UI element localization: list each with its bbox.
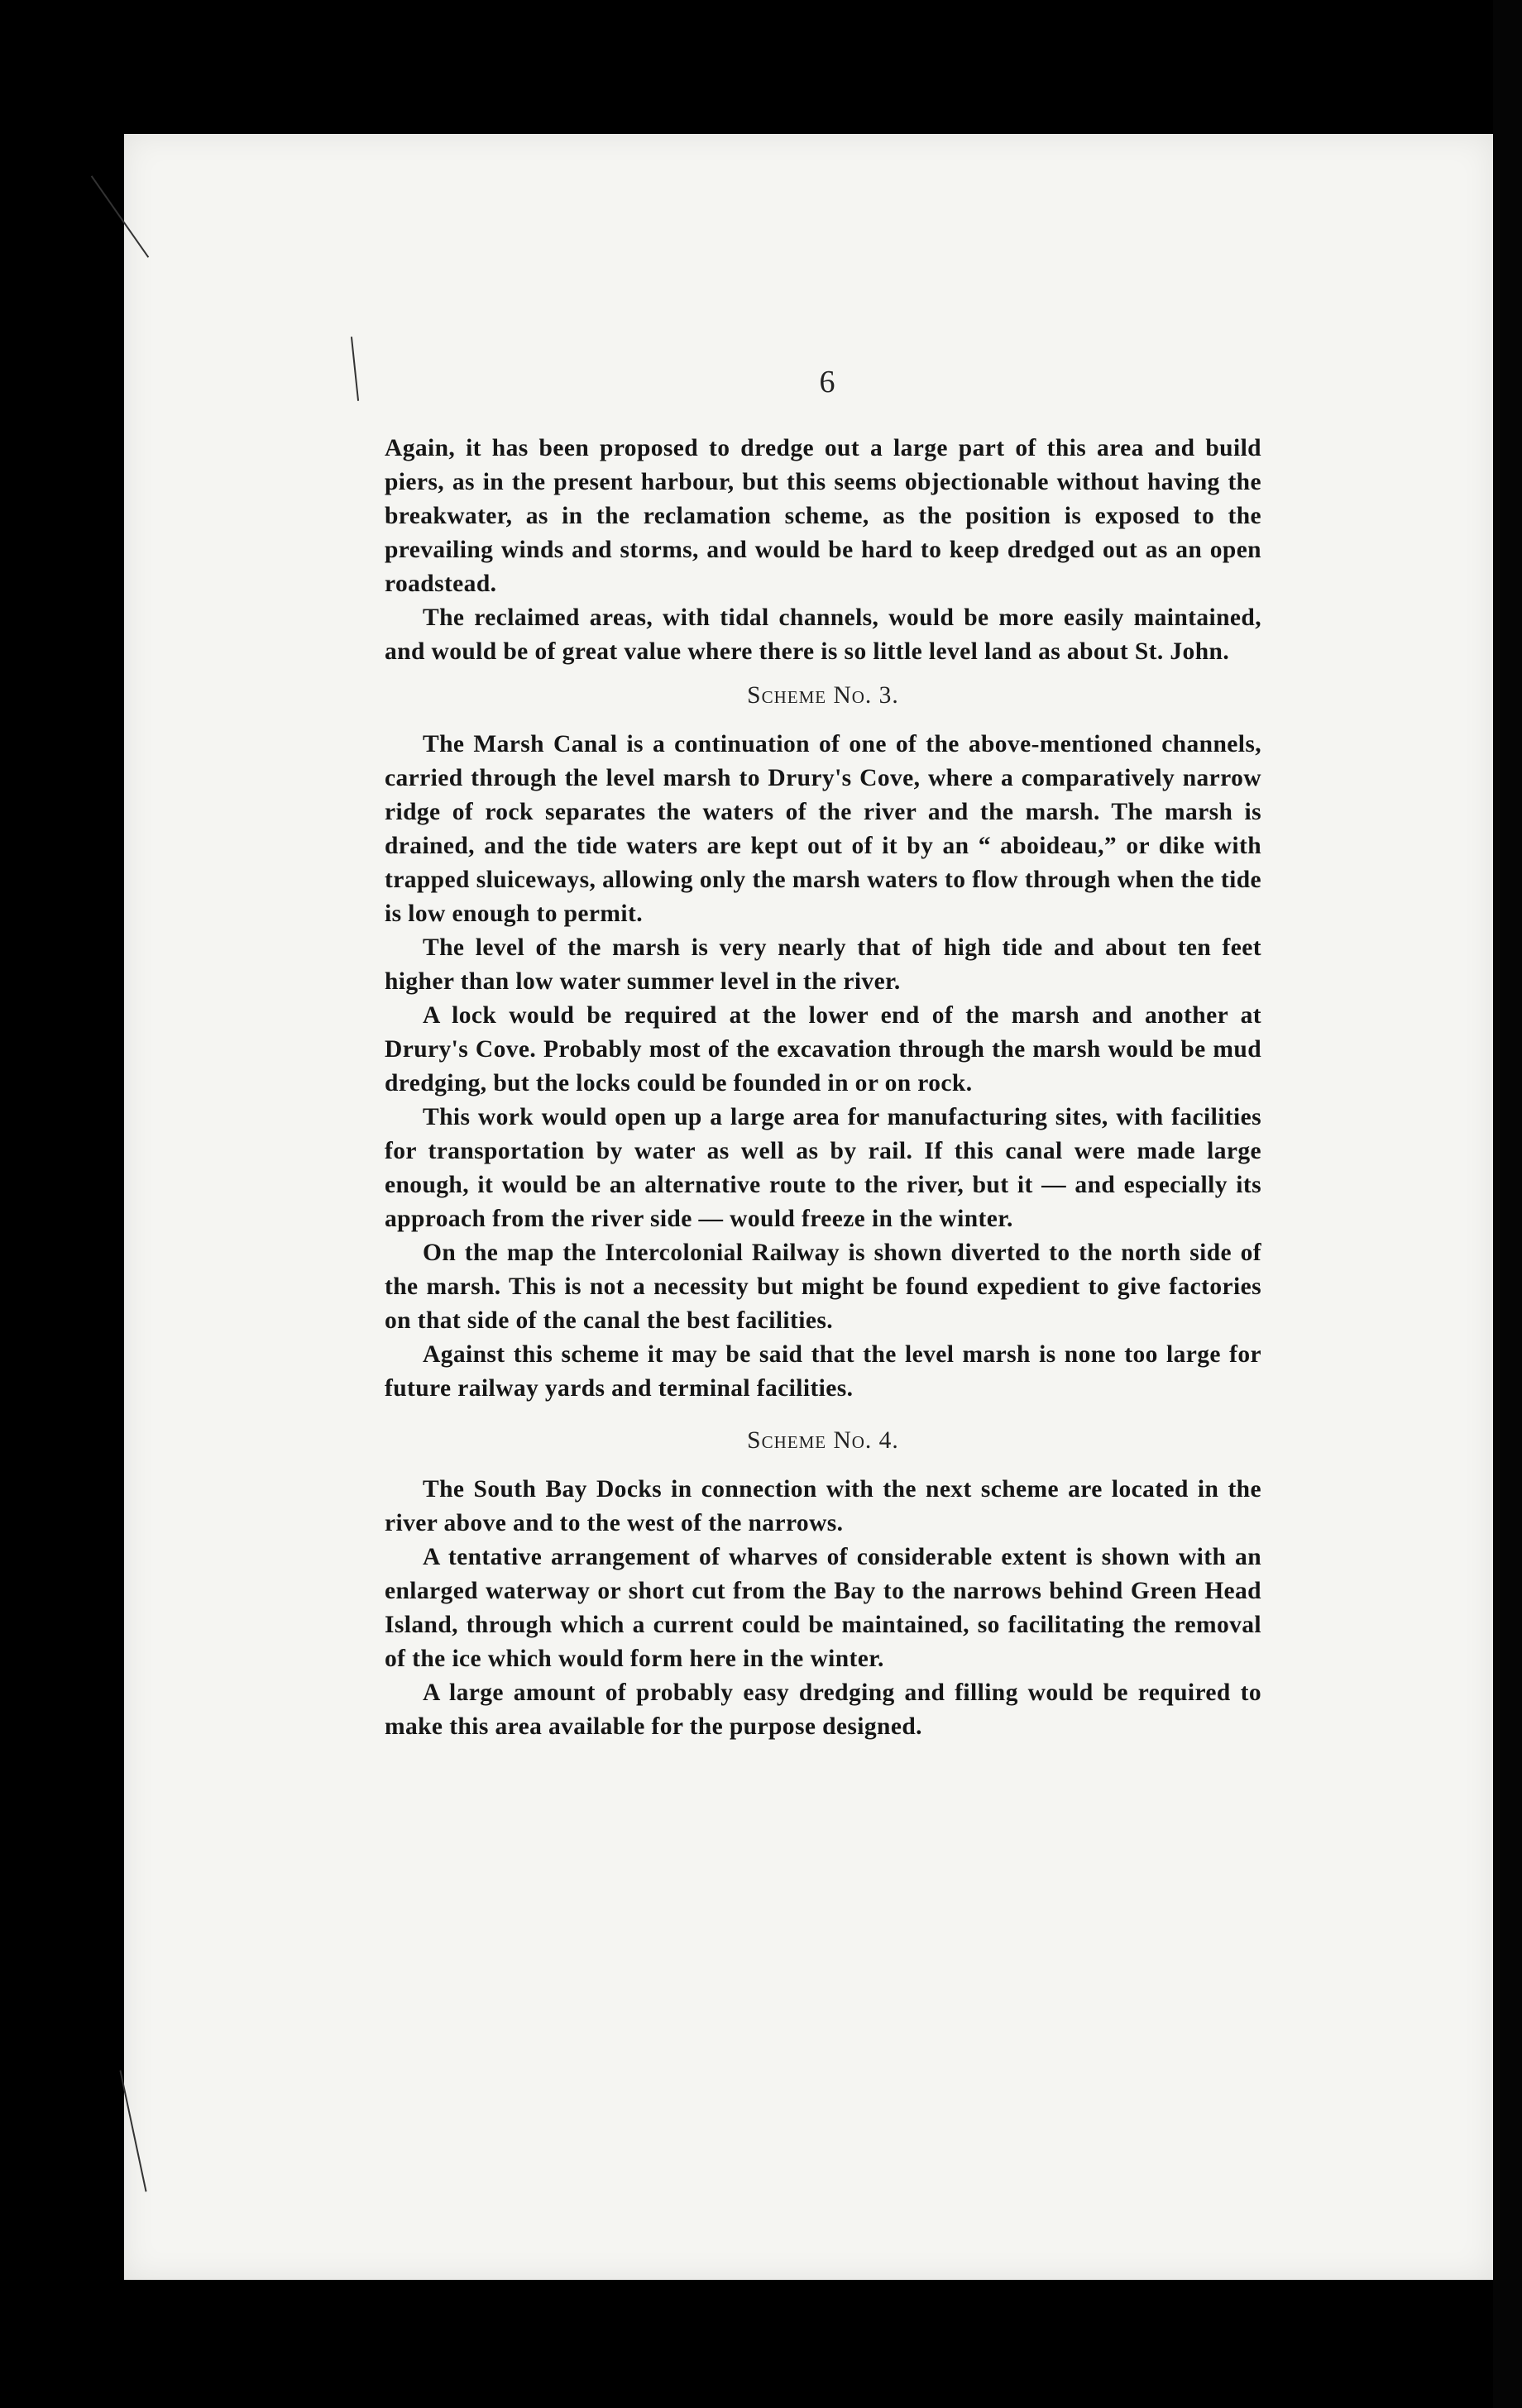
- paragraph: The South Bay Docks in connection with the next scheme are located in the river above and to the west of the narrows.: [385, 1476, 1261, 1536]
- paragraph: A lock would be required at the lower end of the marsh and another at Drury's Cove. Probably most of the excavation through the marsh would be mud dredging, but the locks could be founded in or on rock.: [385, 1002, 1261, 1096]
- margin-mark: [351, 337, 359, 401]
- page-body: [385, 432, 1261, 1744]
- paragraph: Again, it has been proposed to dredge out a large part of this area and build piers, as in the present harbour, but this seems objectionable without having the breakwater, as in the reclamation scheme, as the position is exposed to the prevailing winds and storms, and would be hard to keep dredged out as an open roadstead.: [385, 435, 1261, 597]
- paragraph: A tentative arrangement of wharves of considerable extent is shown with an enlarged waterway or short cut from the Bay to the narrows behind Green Head Island, through which a current could be maintained, so facilitating the removal of the ice which would form here in the winter.: [385, 1544, 1261, 1672]
- paragraph: The reclaimed areas, with tidal channels, would be more easily maintained, and would be of great value where there is so little level land as about St. John.: [385, 604, 1261, 665]
- page-number: 6: [819, 365, 835, 399]
- scan-edge: [1493, 0, 1522, 2408]
- paragraph: A large amount of probably easy dredging and filling would be required to make this area available for the purpose designed.: [385, 1679, 1261, 1740]
- section-heading: Scheme No. 3.: [747, 682, 899, 709]
- paragraph: Against this scheme it may be said that the level marsh is none too large for future railway yards and terminal facilities.: [385, 1341, 1261, 1402]
- paragraph: The level of the marsh is very nearly that of high tide and about ten feet higher than low water summer level in the river.: [385, 934, 1261, 995]
- paragraph: On the map the Intercolonial Railway is shown diverted to the north side of the marsh. This is not a necessity but might be found expedient to give factories on that side of the canal the best facilities.: [385, 1240, 1261, 1334]
- margin-mark: [119, 2070, 146, 2191]
- paragraph: The Marsh Canal is a continuation of one of the above-mentioned channels, carried through the level marsh to Drury's Cove, where a comparatively narrow ridge of rock separates the waters of the river and the marsh. The marsh is drained, and the tide waters are kept out of it by an “ aboideau,” or dike with trapped sluiceways, allowing only the marsh waters to flow through when the tide is low enough to permit.: [385, 731, 1261, 927]
- section-heading: Scheme No. 4.: [747, 1427, 899, 1454]
- margin-mark: [91, 175, 149, 257]
- paragraph: This work would open up a large area for manufacturing sites, with facilities for transportation by water as well as by rail. If this canal were made large enough, it would be an alternative route to the river, but it — and especially its approach from the river side — would freeze in the winter.: [385, 1104, 1261, 1232]
